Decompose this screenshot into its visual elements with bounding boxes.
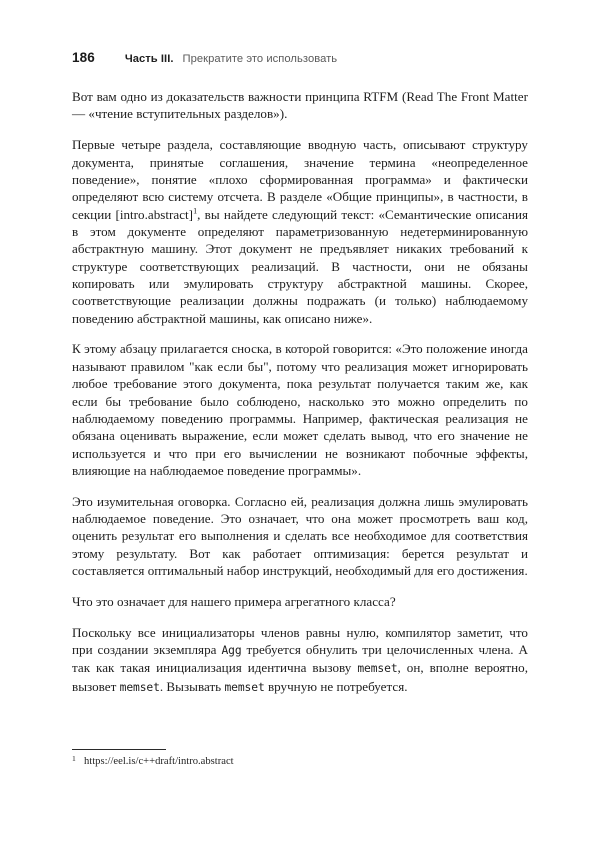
header-part-title: Прекратите это использовать	[182, 53, 338, 65]
paragraph-3: К этому абзацу прилагается сноска, в которой говорится: «Это положение иногда называют правилом "как если бы", потому что реализация может игнорировать любое требование этого документа, пока результат получается таким же, как если бы требование было соблюдено, насколько это можно определить по наблюдаемому поведению программы. Например, фактическая реализация не обязана оценивать выражение, если может сделать вывод, что его значение не используется и что при его вычислении не возникают побочные эффекты, влияющие на наблюдаемое поведение программы».	[72, 341, 528, 478]
inline-code: memset	[119, 680, 160, 694]
footnote-area	[72, 749, 528, 769]
paragraph-4: Это изумительная оговорка. Согласно ей, реализация должна лишь эмулировать наблюдаемое поведение. Это означает, что она может просмотреть ваш код, оценить результат его выполнения и сделать все необходимое для соответствия этому результату. Вот как работает оптимизация: берется результат и составляется оптимальный набор инструкций, необходимый для его достижения.	[72, 493, 528, 579]
paragraph-5: Что это означает для нашего примера агрегатного класса?	[72, 593, 396, 609]
header-part-label: Часть III.	[124, 53, 174, 65]
page-number: 186	[72, 50, 95, 65]
paragraph-6: Поскольку все инициализаторы членов равны нулю, компилятор заметит, что при создании экземпляра Agg требуется обнулить три целочисленных члена. А так как такая инициализация идентична вызову memset, он, вполне вероятно, вызовет memset. Вызывать memset вручную не потребуется.	[72, 624, 528, 694]
body-text-column	[72, 88, 528, 696]
inline-code: memset	[357, 662, 398, 676]
footnote-url: https://eel.is/c++draft/intro.abstract	[84, 756, 234, 767]
footnote-separator-rule	[72, 749, 166, 750]
running-header	[72, 50, 528, 68]
paragraph-2: Первые четыре раздела, составляющие вводную часть, описывают структуру документа, принятые соглашения, значение термина «неопределенное поведение», понятие «плохо сформированная программа» и фактически определяют всю систему отсчета. В разделе «Общие принципы», в частности, в секции [intro.abstract]$^1$, вы найдете следующий текст: «Семантические описания в этом документе определяют параметризованную недетерминированную абстрактную машину. Этот документ не предъявляет никаких требований к структуре соответствующих реализаций. В частности, они не обязаны копировать или эмулировать структуру абстрактной машины. Скорее, соответствующие реализации должны подражать (и только) наблюдаемому поведению абстрактной машины, как описано ниже».	[72, 137, 528, 326]
inline-code: memset	[224, 680, 265, 694]
inline-code: Agg	[221, 644, 242, 658]
footnote-item: 1 https://eel.is/c++draft/intro.abstract	[72, 753, 234, 767]
paragraph-1: Вот вам одно из доказательств важности принципа RTFM (Read The Front Matter — «чтение вступительных разделов»).	[72, 89, 528, 122]
footnote-reference[interactable]: 1	[193, 206, 198, 216]
